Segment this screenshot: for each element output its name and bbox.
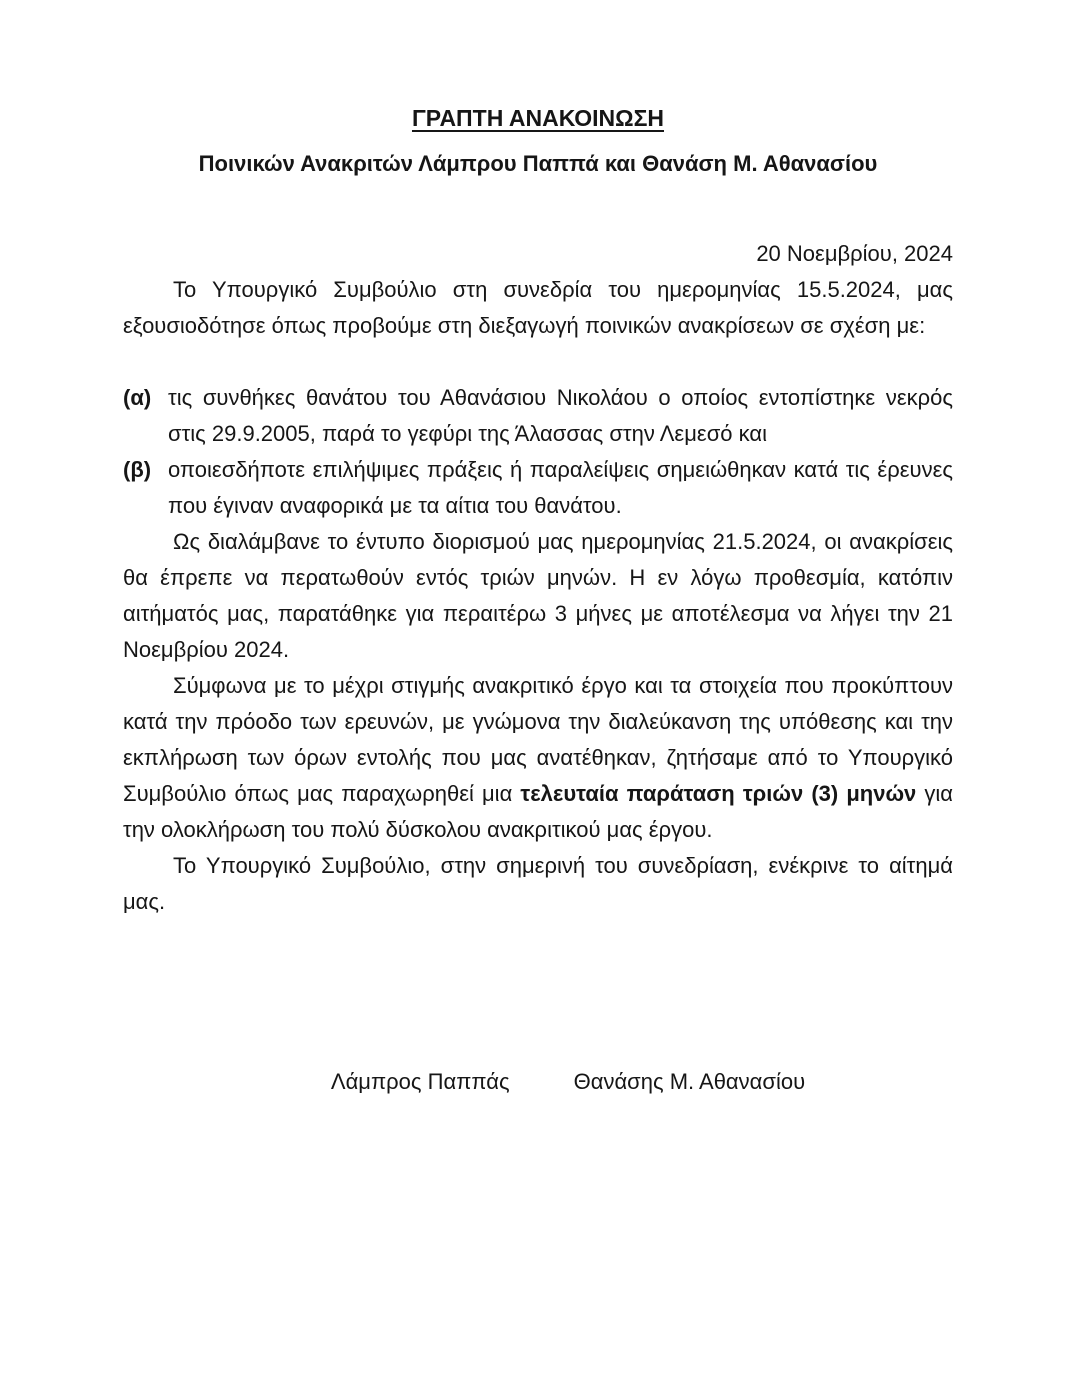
list-item-marker: (α) <box>123 385 152 410</box>
list-item-text: οποιεσδήποτε επιλήψιμες πράξεις ή παραλείψεις σημειώθηκαν κατά τις έρευνες που έγιναν αναφορικά με τα αίτια του θανάτου. <box>168 457 953 518</box>
request-paragraph <box>123 668 953 848</box>
list-item <box>123 452 953 524</box>
request-paragraph-before: Σύμφωνα με το μέχρι στιγμής ανακριτικό έργο και τα στοιχεία που προκύπτουν κατά την πρόοδο των ερευνών, με γνώμονα την διαλεύκανση της υπόθεσης και την εκπλήρωση των όρων εντολής που μας ανατέθηκαν, ζητήσαμε από το Υπουργικό Συμβούλιο όπως μας παραχωρηθεί μια <box>123 673 953 806</box>
deadline-paragraph: Ως διαλάμβανε το έντυπο διορισμού μας ημερομηνίας 21.5.2024, οι ανακρίσεις θα έπρεπε να περατωθούν εντός τριών μηνών. Η εν λόγω προθεσμία, κατόπιν αιτήματός μας, παρατάθηκε για περαιτέρω 3 μήνες με αποτέλεσμα να λήγει την 21 Νοεμβρίου 2024. <box>123 529 953 662</box>
page-title <box>123 100 953 136</box>
page-subtitle: Ποινικών Ανακριτών Λάμπρου Παππά και Θανάση Μ. Αθανασίου <box>198 151 878 176</box>
signature-right: Θανάσης Μ. Αθανασίου <box>573 1069 806 1094</box>
signature-left: Λάμπρος Παππάς <box>330 1069 510 1094</box>
approval-paragraph: Το Υπουργικό Συμβούλιο, στην σημερινή του συνεδρίαση, ενέκρινε το αίτημά μας. <box>123 853 953 914</box>
list-item-text: τις συνθήκες θανάτου του Αθανάσιου Νικολάου ο οποίος εντοπίστηκε νεκρός στις 29.9.2005, παρά το γεφύρι της Άλασσας στην Λεμεσό και <box>168 385 953 446</box>
list-item-marker: (β) <box>123 457 152 482</box>
document-date: 20 Νοεμβρίου, 2024 <box>756 241 953 266</box>
page-title-text: ΓΡΑΠΤΗ ΑΝΑΚΟΙΝΩΣΗ <box>411 105 664 131</box>
request-paragraph-bold-phrase: τελευταία παράταση τριών (3) μηνών <box>520 781 917 806</box>
request-paragraph-after: για την ολοκλήρωση του πολύ δύσκολου ανακριτικού μας έργου. <box>123 781 953 842</box>
intro-paragraph: Το Υπουργικό Συμβούλιο στη συνεδρία του ημερομηνίας 15.5.2024, μας εξουσιοδότησε όπως προβούμε στη διεξαγωγή ποινικών ανακρίσεων σε σχέση με: <box>123 277 953 338</box>
enumerated-list <box>123 380 953 524</box>
signature-row <box>183 1064 953 1100</box>
list-item <box>123 380 953 452</box>
